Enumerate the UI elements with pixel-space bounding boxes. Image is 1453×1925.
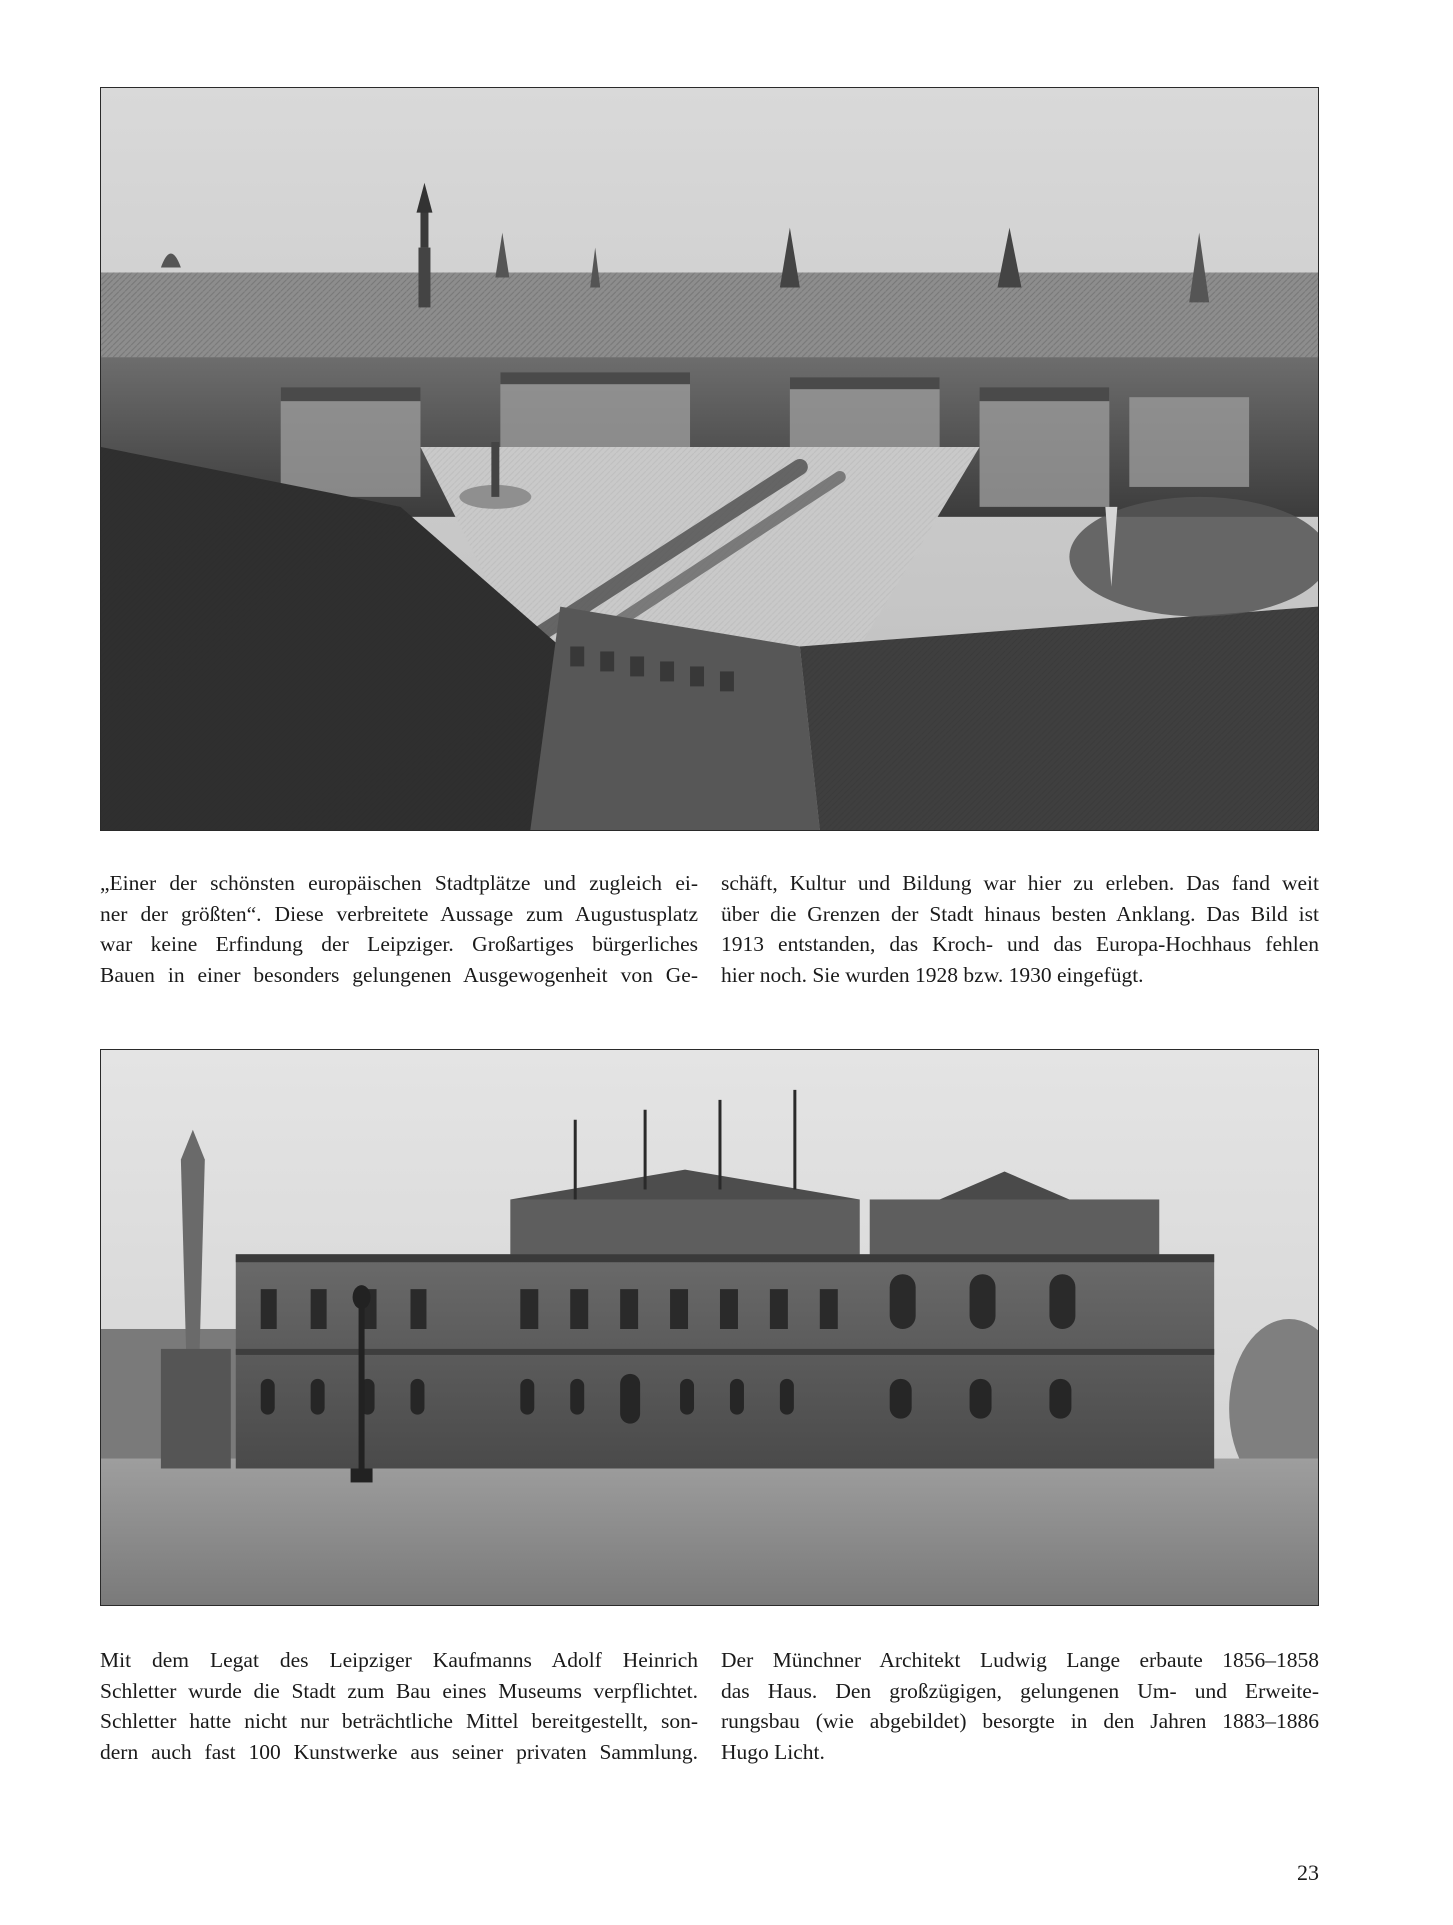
caption-line: ner der größten“. Diese verbreitete Aussage zum Augustusplatz — [100, 901, 698, 926]
caption-line: Mit dem Legat des Leipziger Kaufmanns Adolf Heinrich — [100, 1648, 698, 1672]
caption-line: Der Münchner Architekt Ludwig Lange erbaute 1856–1858 — [721, 1648, 1319, 1672]
caption-augustusplatz-right — [721, 868, 1319, 990]
caption-augustusplatz-left — [100, 868, 698, 990]
caption-line: dern auch fast 100 Kunstwerke aus seiner privaten Sammlung. — [100, 1739, 698, 1764]
caption-museum-right — [721, 1645, 1319, 1767]
caption-line: über die Grenzen der Stadt hinaus besten Anklang. Das Bild ist — [721, 901, 1319, 926]
caption-line: Schletter wurde die Stadt zum Bau eines Museums verpflichtet. — [100, 1678, 698, 1703]
caption-line: schäft, Kultur und Bildung war hier zu erleben. Das fand weit — [721, 871, 1319, 895]
caption-line: Bauen in einer besonders gelungenen Ausgewogenheit von Ge- — [100, 962, 698, 987]
caption-line: hier noch. Sie wurden 1928 bzw. 1930 eingefügt. — [721, 962, 1144, 987]
caption-line: „Einer der schönsten europäischen Stadtplätze und zugleich ei- — [100, 871, 698, 895]
page-number: 23 — [1297, 1860, 1319, 1885]
museum-building-photo-icon — [101, 1050, 1318, 1605]
city-panorama-engraving-icon — [101, 88, 1318, 830]
caption-line: rungsbau (wie abgebildet) besorgte in den Jahren 1883–1886 — [721, 1709, 1319, 1733]
caption-line: das Haus. Den großzügigen, gelungenen Um- und Erweite- — [721, 1678, 1319, 1703]
museum-building-image — [100, 1049, 1319, 1606]
caption-line: Schletter hatte nicht nur beträchtliche Mittel bereitgestellt, son- — [100, 1709, 698, 1733]
augustusplatz-aerial-image — [100, 87, 1319, 831]
caption-museum-left — [100, 1645, 698, 1767]
caption-line: war keine Erfindung der Leipziger. Großartiges bürgerliches — [100, 932, 698, 956]
caption-line: Hugo Licht. — [721, 1739, 825, 1764]
caption-line: 1913 entstanden, das Kroch- und das Europa-Hochhaus fehlen — [721, 932, 1319, 956]
